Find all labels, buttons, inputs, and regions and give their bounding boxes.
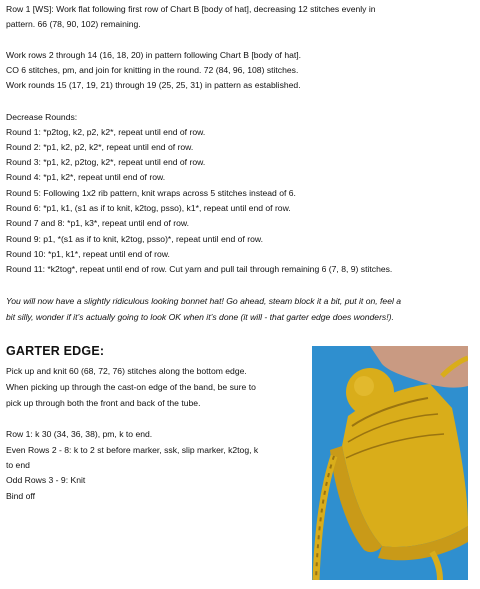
garter-step: Even Rows 2 - 8: k to 2 st before marker, ssk, slip marker, k2tog, k <box>6 445 259 455</box>
decrease-round: Round 9: p1, *(s1 as if to knit, k2tog, psso)*, repeat until end of row. <box>6 234 264 244</box>
garter-para-line: When picking up through the cast-on edge of the band, be sure to <box>6 382 256 392</box>
decrease-round: Round 10: *p1, k1*, repeat until end of row. <box>6 249 170 259</box>
garter-heading: GARTER EDGE: <box>6 344 105 358</box>
hat-photo <box>312 346 468 580</box>
decrease-round: Round 7 and 8: *p1, k3*, repeat until end of row. <box>6 218 189 228</box>
work-line-2: CO 6 stitches, pm, and join for knitting in the round. 72 (84, 96, 108) stitches. <box>6 65 299 75</box>
intro-line-2: pattern. 66 (78, 90, 102) remaining. <box>6 19 141 29</box>
decrease-round: Round 1: *p2tog, k2, p2, k2*, repeat until end of row. <box>6 127 206 137</box>
work-line-1: Work rows 2 through 14 (16, 18, 20) in pattern following Chart B [body of hat]. <box>6 50 302 60</box>
decrease-round: Round 4: *p1, k2*, repeat until end of row. <box>6 172 166 182</box>
garter-step: Odd Rows 3 - 9: Knit <box>6 475 86 485</box>
note-line-1: You will now have a slightly ridiculous looking bonnet hat! Go ahead, steam block it a bit, put it on, feel a <box>6 296 402 306</box>
garter-step: Row 1: k 30 (34, 36, 38), pm, k to end. <box>6 429 153 439</box>
work-line-3: Work rounds 15 (17, 19, 21) through 19 (25, 25, 31) in pattern as established. <box>6 80 301 90</box>
intro-line-1: Row 1 [WS]: Work flat following first row of Chart B [body of hat], decreasing 12 stitches evenly in <box>6 4 376 14</box>
decrease-round: Round 2: *p1, k2, p2, k2*, repeat until end of row. <box>6 142 194 152</box>
hat-photo-illustration <box>312 346 468 580</box>
decrease-round: Round 3: *p1, k2, p2tog, k2*, repeat until end of row. <box>6 157 206 167</box>
note-line-2: bit silly, wonder if it’s actually going to look OK when it’s done (it will - that garter edge does wonders!). <box>6 312 394 322</box>
garter-step: to end <box>6 460 30 470</box>
decrease-round: Round 5: Following 1x2 rib pattern, knit wraps across 5 stitches instead of 6. <box>6 188 296 198</box>
decrease-round: Round 6: *p1, k1, (s1 as if to knit, k2tog, psso), k1*, repeat until end of row. <box>6 203 291 213</box>
garter-para-line: pick up through both the front and back of the tube. <box>6 398 201 408</box>
garter-step: Bind off <box>6 491 35 501</box>
decrease-heading: Decrease Rounds: <box>6 112 78 122</box>
garter-para-line: Pick up and knit 60 (68, 72, 76) stitches along the bottom edge. <box>6 366 247 376</box>
decrease-round: Round 11: *k2tog*, repeat until end of row. Cut yarn and pull tail through remaining 6 (7, 8, 9) stitches. <box>6 264 393 274</box>
